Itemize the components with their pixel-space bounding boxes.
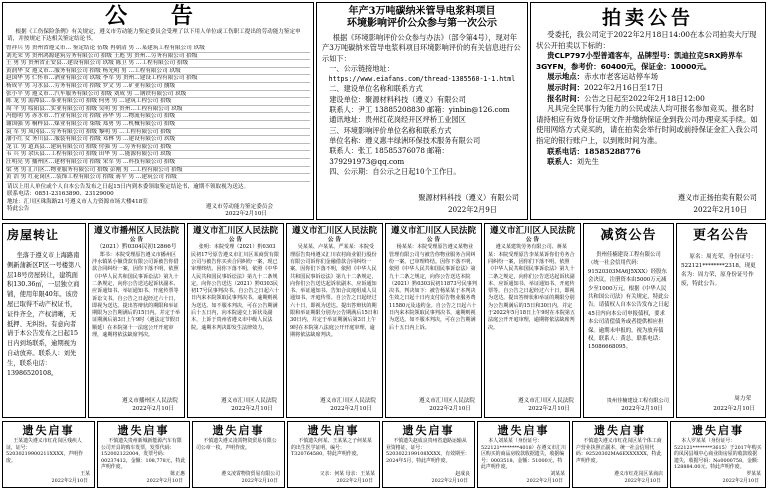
eia-notice-panel — [316, 2, 528, 220]
labor-notice-org: 遵义市劳动能力鉴定委员会 — [205, 204, 273, 210]
labor-notice-title: 公 告 — [105, 3, 211, 29]
auction-intro: 受委托，我公司定于2022年2月18日14:00在本公司拍卖大厅现状公开拍卖以下标的： — [536, 30, 757, 50]
lost-notice-date: 2022年2月10日 — [431, 477, 468, 484]
auction-tel — [536, 147, 760, 158]
auction-notice-text: 凡具完全民事行为能力的公民或法人均可报名参加竞买。报名时请持相应有效身份证明文件并缴纳保证金到我公司办理竞买手续。如使用网络方式竞买的，请在拍卖会举行时间或前持保证金汇入我公司指定的银行账户上，以到账时间为准。 — [536, 104, 758, 145]
eia-title-line1: 年产3万吨碳纳米管导电浆料项目 — [348, 6, 496, 17]
table-row: 王 勇 男 贵州省正安县…建设有限公司 玖级 陈卫 男 …工程有限公司 拾级 — [6, 60, 310, 68]
auction-view-place — [536, 72, 760, 83]
table-row: 黄润华 女 遵义市…服务有限公司 拾级 杨光明 男 …工程有限公司 玖级 — [6, 68, 310, 76]
court-org: 遵义市播州区人民法院 — [122, 397, 178, 404]
auction-tel-label: 联系电话： — [547, 146, 585, 156]
lost-notice-body: 不慎遗失何某、王某某之子何某某的出生医学证明，编号：T320764580，特此声明作废。 — [291, 438, 372, 458]
court-sub: 公 告 — [129, 237, 144, 243]
table-row: 潘小红 女 务川县…服装有限公司 拾级 邓林 男 …建设有限公司 玖级 — [6, 136, 310, 144]
lost-notice-date: 2022年2月10日 — [51, 477, 88, 484]
court-body: 张明：本院受理（2021）黔0303民初17号原告遵义市汇川区某商贸有限公司与被告你买卖合同纠纷一案，现已审理终结。因你下落不明，依照《中华人民共和国民事诉讼法》第九十二条规定，向你公告送达（2021）黔0303民初17号民事判决书。自公告之日起六十日内来本院领取民事判决书，逾期则视为送达。如不服本判决，可在公告期满后十五日内，向本院递交上诉状及副本，上诉于贵州省遵义市中级人民法院。逾期本判决即发生法律效力。 — [191, 244, 279, 331]
eia-unit: 单位名称：遵义惠丰绿洲环保技术服务有限公司 — [329, 135, 481, 145]
court-title: 遵义市汇川区人民法院 — [489, 226, 575, 236]
auction-reg-time — [536, 94, 760, 105]
lost-notice-person: 王某 — [80, 470, 90, 477]
eia-intro: 根据《环境影响评价公众参与办法》（部令第4号），现对年产3万吨碳纳米管导电浆料项目环境影响评价的有关信息进行公示如下： — [322, 33, 521, 63]
table-row: 刘光荣 男 贵州鸿源建筑劳务有限公司 拾级 王彪 男 贵州…劳务有限公司 拾级 — [6, 53, 310, 61]
labor-notice-intro: 根据《工伤保险条例》有关规定，遵义市劳动能力鉴定委员会受理了以下用人单位或工伤职工提出的劳动能力鉴定申请，并按规定下达相关鉴定结论书。 — [7, 29, 301, 43]
lost-notice-title: 遗失启事 — [594, 424, 646, 437]
court-org: 遵义市汇川区人民法院 — [320, 397, 376, 404]
lost-notice-title: 遗失启事 — [22, 424, 75, 437]
court-org: 遵义市汇川区人民法院 — [419, 397, 475, 404]
auction-body — [536, 30, 760, 168]
eia-builder: 建设单位：聚源材料科技（遵义）有限公司 — [329, 94, 466, 104]
auction-view-time-label: 展示时间： — [547, 82, 585, 92]
eia-item1: 一、公示链接地址： — [329, 63, 394, 73]
eia-org: 聚源材料科技（遵义）有限公司 — [418, 193, 519, 202]
capital-reduction-org: 贵州佳楠建设工程有限公司 — [606, 397, 669, 404]
lost-notice-date: 2022年2月10日 — [336, 477, 373, 484]
labor-notice-address: 地址：汇川区珠海路21号遵义市人力资源市场大楼418室 — [7, 198, 148, 205]
eia-title-line2: 环境影响评价公众参与第一次公示 — [347, 18, 497, 29]
lost-notice-body: 不慎遗失遵义凌霄物资贸易有限公司公章一枚，声明作废。 — [196, 438, 277, 451]
lost-notice-date: 2022年2月10日 — [624, 477, 661, 484]
lost-notice-title: 遗失启事 — [117, 424, 170, 437]
table-row: 龙 江 男 道真县…建筑有限公司 拾级 付强 男 …劳务有限公司 拾级 — [6, 144, 310, 152]
court-body: 郑书：本院受理原告遵义市播州区泮水镇某小额贷款有限公司诉被告你借款合同纠纷一案，因你下落不明，依照《中华人民共和国民事诉讼法》第九十二条规定，向你公告送达起诉状副本、应诉通知书、举证通知书、开庭传票等诉讼文书。自公告之日起经过六十日，即视为送达。提出答辩状的期限和举证期限为公告期满后的15日内。并定于举证期满后第3日上午9时（遇法定节假日顺延）在本院第十一法庭公开开庭审理，逾期将依法缺席判决。 — [92, 251, 180, 339]
court-panel-4 — [385, 223, 482, 418]
eia-item2: 二、建设单位名称和联系方式 — [329, 84, 423, 94]
lost-notice-5 — [382, 421, 475, 488]
labor-notice-suffix: 特此公告 — [7, 206, 30, 213]
court-org: 遵义市汇川区人民法院 — [518, 397, 574, 404]
table-row: 杨成平 男 习水县…劳务有限公司 拾级 罗文 男 …矿业有限公司 捌级 — [6, 83, 310, 91]
lost-notice-2 — [97, 421, 190, 488]
lost-notice-title: 遗失启事 — [307, 424, 360, 437]
auction-tel-value: 18585288776 — [584, 146, 641, 156]
court-panel-3 — [286, 223, 383, 418]
lost-notice-person: 罗某某 — [746, 470, 761, 477]
court-body: 遵义某建筑劳务有限公司、蒋某某：本院受理原告李某某诉你们劳务合同纠纷一案，因你们下落不明，依照《中华人民共和国民事诉讼法》第九十二条之规定，向你们公告送达起诉状副本、应诉通知书、举证通知书、开庭传票等。自公告之日起经过六十日，即视为送达。提出答辩状和举证的期限分别为公告期满后的15日和30日内，并定于2022年5月18日上午9时在本院第五法庭公开开庭审理，逾期将依法缺席判决。 — [488, 244, 576, 331]
auction-date: 2022年2月10日 — [693, 205, 747, 214]
lost-notice-1 — [2, 421, 95, 488]
table-row: 陈 龙 男 湄潭县…茶业有限公司 拾级 何勇 男 …建筑工程公司 拾级 — [6, 98, 310, 106]
lost-notice-person: 遵义市红花岗区某商店 — [614, 470, 663, 477]
table-row: 汪明亮 男 播州区…建材有限公司 拾级 宋军 男 …科技有限公司 拾级 — [6, 159, 310, 167]
labor-notice-text: 请以上用人单位或个人自本公告发布之日起15日内到本委领取鉴定结论书，逾期不领取视为送达。 — [7, 184, 250, 190]
eia-link: https://www.eiafans.com/thread-1385560-1-1.html — [328, 75, 516, 84]
court-sub: 公 告 — [228, 237, 243, 243]
table-row: 梁 勇 男 汇川区…物业服务有限公司 拾级 彭刚 男 …工程有限公司 拾级 — [6, 167, 310, 175]
lost-notice-person: 赵成良 — [455, 470, 470, 477]
auction-contact-label: 联系人： — [547, 157, 577, 167]
court-date: 2022年2月10日 — [231, 405, 273, 412]
court-org: 遵义市汇川区人民法院 — [221, 397, 277, 404]
court-title: 遵义市汇川区人民法院 — [291, 226, 377, 236]
court-title: 遵义市播州区人民法院 — [93, 226, 179, 236]
court-sub: 公 告 — [327, 237, 342, 243]
rename-person: 周力荣 — [734, 395, 751, 402]
housing-body: 坐落于遵义市上海路南侧新蒲新区F区一号楼第八层18号房屋转让，建筑面积130.36㎡，一层独立商铺，使用年限40年。该房屋已取得不动产权证书，证件齐全，产权清晰，无抵押、无纠纷。有意向者请于本公告发布之日起15日内到场联系，逾期视为自动放弃。联系人：刘先生，联系电话：13986520108。 — [7, 252, 81, 377]
lost-notice-body: 本人罗某某（身份证号：522121********3615）于2017年购买的凤冈县城中心商业街房屋的收款收据遗失，收据号码：No0000758，金额：128884.00元，特此声明作废。 — [674, 438, 762, 471]
lost-notice-person: 陈正惠 — [170, 470, 185, 477]
auction-title: 拍卖公告 — [601, 7, 694, 29]
lost-notice-6 — [477, 421, 570, 488]
lost-notice-title: 遗失启事 — [692, 424, 744, 437]
auction-reg-time-label: 报名时间： — [547, 93, 585, 103]
lost-notice-body: 本人刘某某（身份证号：522121********4018）在遵义市汇川区购买的商品房收款收据遗失，收据编号：0003518，金额：51000元，特此声明作废。 — [481, 438, 566, 471]
eia-builder-addr: 通讯地址：贵州红花岗经开区坪桥工业园区 — [329, 115, 466, 125]
labor-notice-date: 2022年2月10日 — [225, 211, 267, 217]
labor-notice-panel — [2, 2, 314, 220]
lost-notice-body: 不慎遗失赵成良贵州省道路运输从业资格证，证号：5203022199108XXXX，有效期至：2024年5月，特此声明作废。 — [386, 438, 470, 464]
auction-lot: 贵CLP797小型普通客车，品牌型号：凯迪拉克SRX跨界车3GYFN，参考价：60400元，保证金：10000元。 — [536, 51, 743, 71]
lost-notice-person: 父亲：何某 母亲：王某某 — [319, 470, 375, 477]
lost-notice-date: 2022年2月10日 — [146, 477, 183, 484]
lost-notice-person: 刘某某 — [550, 470, 565, 477]
table-row: 冯德明 男 赤水市…竹业有限公司 拾级 孙华 男 …物流有限公司 拾级 — [6, 113, 310, 121]
lost-notice-body: 不慎遗失贵州新城新能源汽车有限公司开具的购车发票，发票代码：152002122004，发票号码：00237412，金额：108,778元，特此声明作废。 — [101, 438, 186, 471]
housing-panel — [2, 223, 86, 418]
auction-contact — [536, 157, 760, 168]
housing-title: 房屋转让 — [7, 228, 60, 242]
lost-notice-body: 王某遗失遵义市红花岗区残疾人证，证号：52030219900211XXXX，声明作废。 — [6, 438, 84, 464]
lost-notice-date: 2022年2月10日 — [526, 477, 563, 484]
eia-item3: 三、环境影响评价单位名称和联系方式 — [329, 125, 452, 135]
rename-title: 更名公告 — [692, 228, 749, 243]
table-row: 袁 军 男 凤冈县…劳务有限公司 拾级 黎明 男 …工程有限公司 拾级 — [6, 129, 310, 137]
auction-notice-panel — [530, 2, 766, 220]
eia-builder-contact: 联系人：尹工 13885208830 邮箱：yinbin@126.com — [329, 105, 510, 115]
labor-notice-list — [6, 45, 310, 182]
court-date: 2022年2月10日 — [330, 405, 372, 412]
table-row: 谢国强 男 桐梓县…煤业有限公司 柒级 郑勇 男 …机械有限公司 拾级 — [6, 121, 310, 129]
eia-contact: 联系人：张工 18585376078 邮箱：379291973@qq.com — [329, 146, 449, 166]
table-row: 黄 浩 男 红花岗区…装饰工程有限公司 拾级 蒋平 男 …建筑公司 拾级 — [6, 174, 310, 182]
auction-reg-time-value: 公告之日起至2022年2月18日12:00 — [584, 93, 705, 103]
lost-notice-title: 遗失启事 — [497, 424, 550, 437]
auction-org: 遵义市正扬拍卖有限公司 — [677, 193, 757, 202]
court-date: 2022年2月10日 — [429, 405, 471, 412]
lost-notice-person: 遵义凌霄物资贸易有限公司 — [221, 470, 280, 477]
lost-notice-4 — [287, 421, 380, 488]
court-body: 杨某某：本院受理原告遵义某物业管理有限公司与被告你物业服务合同纠纷一案，已审理终结。因你下落不明，依照《中华人民共和国民事诉讼法》第九十二条之规定，向你公告送达本院（2021）黔0303民初11873号民事判决书。判决如下：被告杨某某于本判决生效之日起十日内支付原告物业服务费11580元及违约金。自公告之日起六十日内来本院领取民事判决书，逾期则视为送达。如不服本判决，可在公告期满后十五日内上诉。 — [389, 244, 477, 331]
table-row: 赵国华 男 仁怀市…酒业有限公司 玖级 李军 男 贵州…建设工程有限公司 拾级 — [6, 75, 310, 83]
rename-date: 2022年2月10日 — [713, 405, 755, 412]
court-panel-2 — [187, 223, 284, 418]
eia-period: 四、公示期：自公示之日起10个工作日。 — [329, 166, 461, 176]
lost-notice-7 — [572, 421, 668, 488]
labor-notice-contact: 联系电话：0851-23163890、23129000 — [7, 191, 114, 198]
lost-notice-8 — [670, 421, 766, 488]
court-sub: 公 告 — [525, 237, 540, 243]
auction-view-time-value: 2022年2月16日至17日 — [584, 82, 664, 92]
table-row: 张小平 男 遵义市…汽车服务有限公司 拾级 刘成 男 …钢铁有限公司 玖级 — [6, 91, 310, 99]
court-date: 2022年2月10日 — [132, 405, 174, 412]
lost-notice-title: 遗失启事 — [402, 424, 455, 437]
auction-view-time — [536, 83, 760, 94]
lost-notice-date: 2022年2月10日 — [722, 477, 759, 484]
lost-notice-3 — [192, 421, 285, 488]
eia-date: 2022年2月9日 — [447, 205, 497, 214]
lost-notice-date: 2022年2月10日 — [241, 477, 278, 484]
table-row: 韦 兵 男 余庆县…工程有限公司 拾级 田华 男 …能源有限公司 玖级 — [6, 151, 310, 159]
capital-reduction-panel — [583, 223, 674, 418]
auction-view-place-value: 赤水市老客运站停车场 — [584, 72, 658, 82]
auction-contact-value: 刘先生 — [576, 157, 599, 167]
court-sub: 公 告 — [426, 237, 441, 243]
table-row: 周 平 男 绥阳县…实业有限公司 拾级 吴明 男 贵州…工程有限公司 玖级 — [6, 106, 310, 114]
rename-panel — [676, 223, 766, 418]
lost-notice-title: 遗失启事 — [212, 424, 265, 437]
court-panel-5 — [484, 223, 581, 418]
court-panel-1 — [88, 223, 185, 418]
table-row: 曾祥兵 男 贵州省遵义市… 鉴定结论 伍级 冉朝清 男 …某建筑工程有限公司 玖级 — [6, 45, 310, 53]
eia-body — [322, 33, 522, 177]
court-body: 吴某某、卢某某、严某某：本院受理原告贵州遵义汇川农村商业银行股份有限公司诉你们金融借款合同纠纷一案，因你们下落不明，依照《中华人民共和国民事诉讼法》第九十二条规定，向你们公告送达起诉状副本、应诉通知书、举证通知书、告知合议庭组成人员通知书、开庭传票。自公告之日起经过六十日，即视为送达。提出答辩状的期限和举证期限分别为公告期满后15日和30日内，并定于举证期满后第3日上午9时在本院第八法庭公开开庭审理，逾期将依法缺席判决。 — [290, 244, 378, 338]
auction-view-place-label: 展示地点： — [547, 72, 585, 82]
court-title: 遵义市汇川区人民法院 — [390, 226, 476, 236]
lost-notice-body: 不慎遗失遵义市红花岗区某个体工商户营业执照正副本，统一社会信用代码：92520302MA6EXXXXXX，特此声明作废。 — [576, 438, 662, 464]
court-date: 2022年2月10日 — [528, 405, 570, 412]
capital-reduction-date: 2022年2月10日 — [621, 405, 663, 412]
capital-reduction-body: 贵州佳楠建设工程有限公司（统一社会信用代码：91520303MA6J5XXX）经股东会决议，注册资本由5000万元减少至1000万元。根据《中华人民共和国公司法》有关规定，特此公告。请债权人自本公告发布之日起45日内向本公司申报债权，要求本公司清偿债务或者提供相应担保。逾期未申报的，视为放弃债权。联系人：黄总，联系电话：15086668095。 — [588, 252, 669, 351]
rename-body: 原名：周光荣，身份证号：522121********2318，现更名为：周力荣，原身份证号作废，特此公告。 — [681, 254, 757, 287]
court-title: 遵义市汇川区人民法院 — [192, 226, 278, 236]
capital-reduction-title: 减资公告 — [600, 228, 657, 243]
court-case-number: （2021）黔0304民初12866号 — [96, 244, 177, 251]
